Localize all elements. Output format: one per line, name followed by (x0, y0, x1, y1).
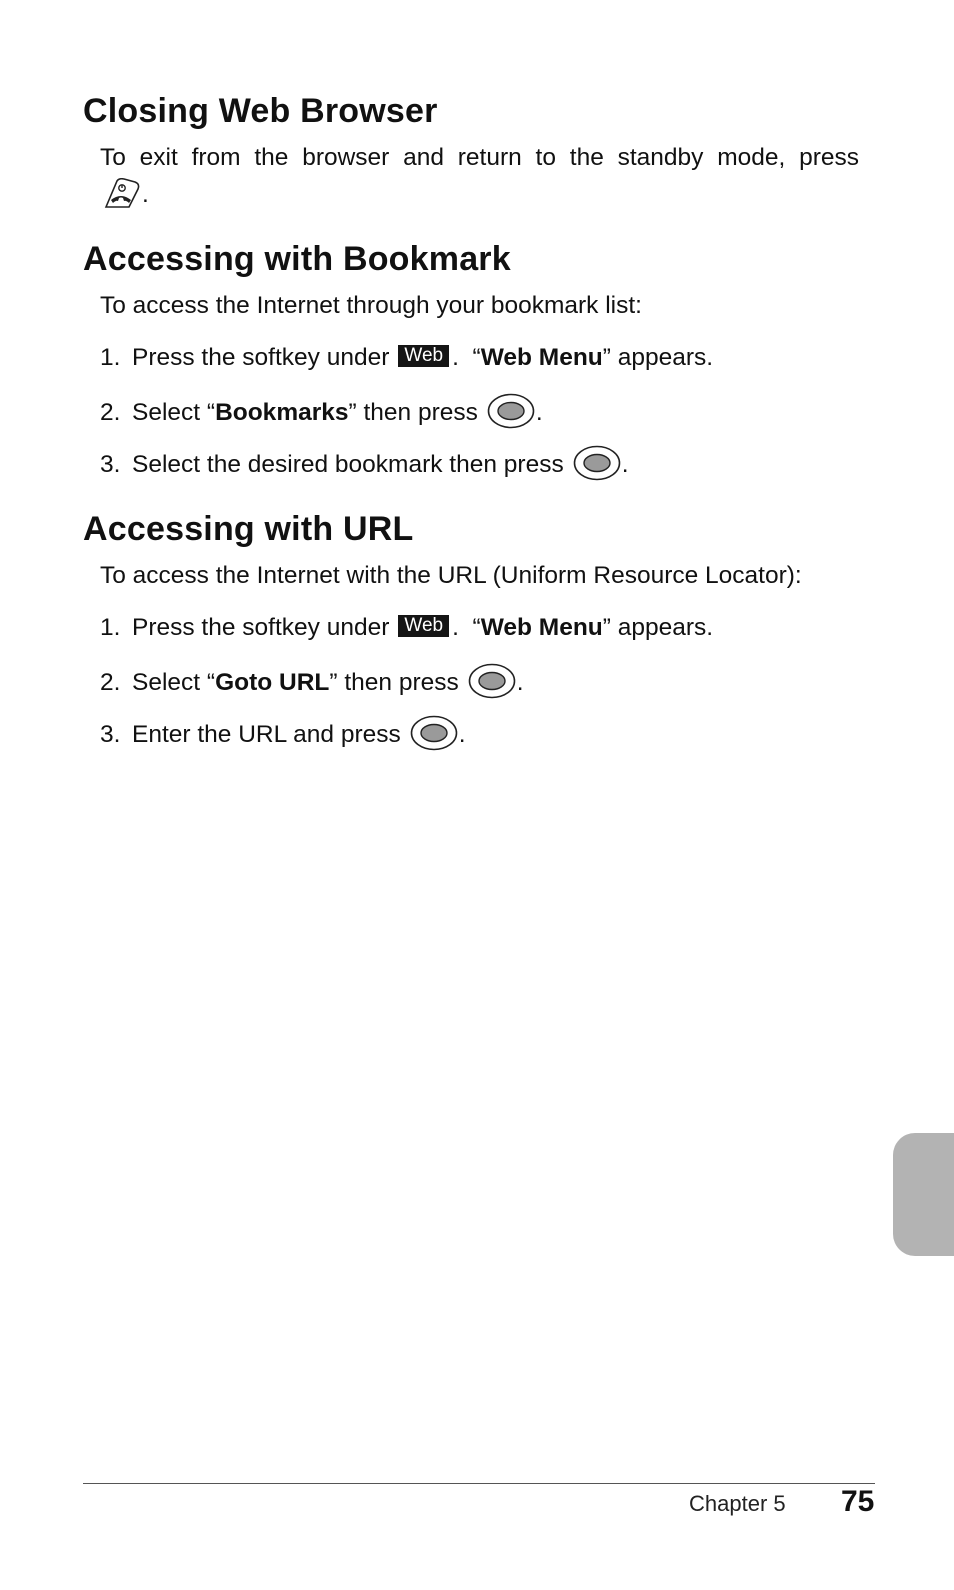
section-title-url: Accessing with URL (83, 510, 414, 548)
step-bold-term: Web Menu (480, 614, 603, 641)
step-number: 3. (100, 451, 121, 478)
chapter-side-tab (893, 1133, 954, 1256)
step-bold-term: Goto URL (215, 669, 330, 696)
footer-chapter-label: Chapter 5 (689, 1491, 786, 1516)
url-step-2 (100, 665, 524, 701)
closing-instruction: To exit from the browser and return to the standby mode, press (100, 144, 859, 171)
url-intro: To access the Internet with the URL (Uniform Resource Locator): (100, 562, 802, 589)
step-number: 1. (100, 614, 121, 641)
step-number: 2. (100, 669, 121, 696)
step-text-mid: . “ (452, 614, 481, 641)
url-step-3 (100, 717, 466, 753)
footer-page-number: 75 (841, 1485, 875, 1518)
step-bold-term: Bookmarks (215, 399, 349, 426)
closing-end-punct: . (142, 181, 149, 208)
url-step-1 (100, 613, 713, 643)
step-end-punct: . (458, 721, 466, 748)
step-text: Press the softkey under (132, 614, 390, 641)
step-text-post: ” then press (329, 669, 459, 696)
step-text-post: ” appears. (602, 614, 714, 641)
footer-divider (83, 1483, 875, 1484)
step-text: Select the desired bookmark then press (132, 451, 564, 478)
step-text-mid: . “ (452, 344, 481, 371)
center-select-key-icon (410, 715, 458, 751)
bookmark-step-2 (100, 395, 543, 431)
closing-end-key-line (100, 178, 149, 210)
section-title-closing: Closing Web Browser (83, 92, 438, 130)
step-text-post: ” then press (348, 399, 478, 426)
step-text: Enter the URL and press (132, 721, 401, 748)
step-bold-term: Web Menu (480, 344, 603, 371)
bookmark-step-1 (100, 343, 713, 373)
center-select-key-icon (573, 445, 621, 481)
web-softkey-label: Web (398, 345, 449, 367)
bookmark-step-3 (100, 447, 629, 483)
step-number: 1. (100, 344, 121, 371)
step-number: 3. (100, 721, 121, 748)
section-title-bookmark: Accessing with Bookmark (83, 240, 511, 278)
step-text: Select “ (132, 399, 216, 426)
center-select-key-icon (487, 393, 535, 429)
web-softkey-label: Web (398, 615, 449, 637)
step-text: Press the softkey under (132, 344, 390, 371)
step-end-punct: . (516, 669, 524, 696)
step-end-punct: . (621, 451, 629, 478)
end-call-key-icon (100, 178, 142, 210)
center-select-key-icon (468, 663, 516, 699)
step-end-punct: . (535, 399, 543, 426)
step-text: Select “ (132, 669, 216, 696)
bookmark-intro: To access the Internet through your bookmark list: (100, 292, 642, 319)
step-number: 2. (100, 399, 121, 426)
step-text-post: ” appears. (602, 344, 714, 371)
